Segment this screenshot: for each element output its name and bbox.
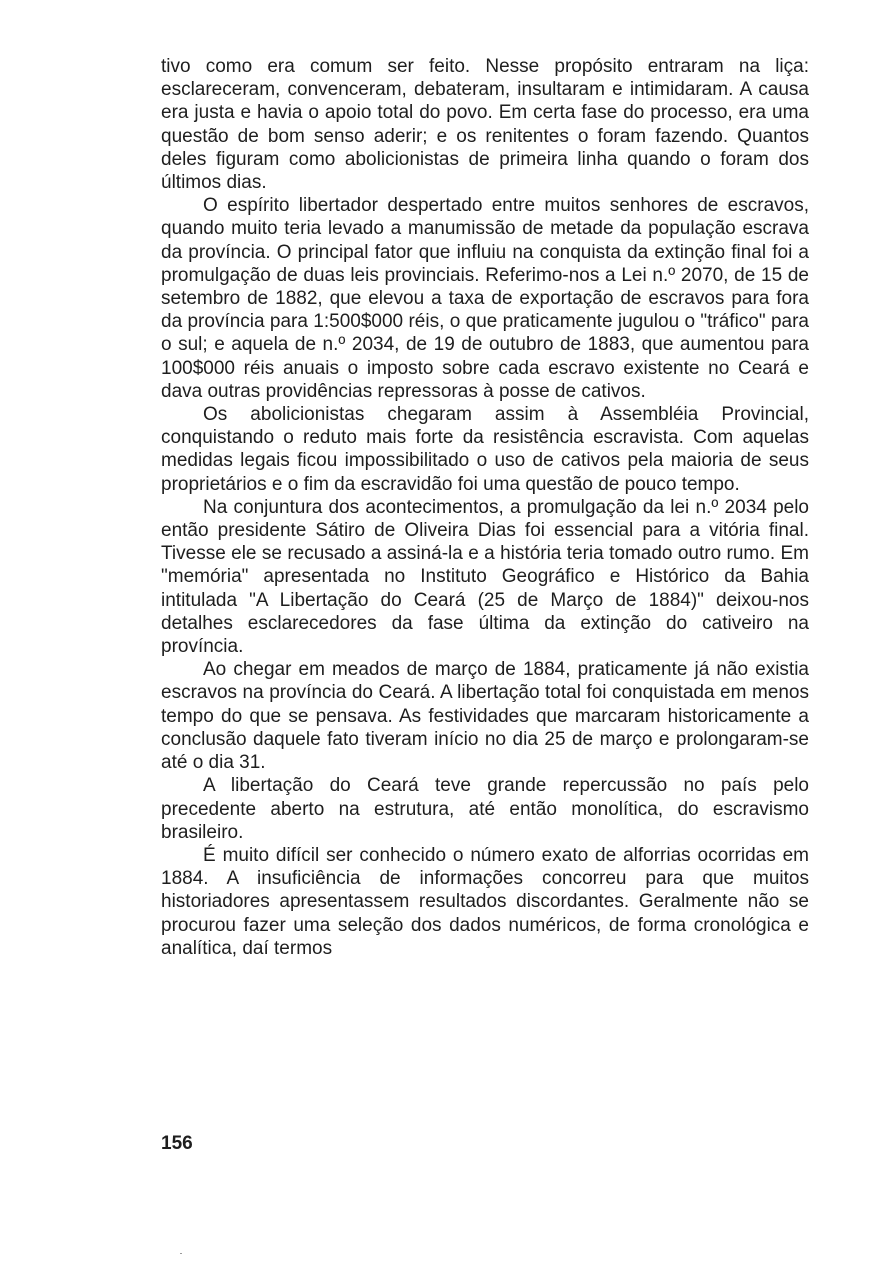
paragraph-5: Ao chegar em meados de março de 1884, praticamente já não existia escravos na província do Ceará. A libertação total foi conquistada em menos tempo do que se pensava. As festividades que marcaram historicamente a conclusão daquele fato tiveram início no dia 25 de março e prolongaram-se até o dia 31. xyxy=(161,659,809,774)
body-text xyxy=(161,55,809,960)
paragraph-6: A libertação do Ceará teve grande repercussão no país pelo precedente aberto na estrutura, até então monolítica, do escravismo brasileiro. xyxy=(161,775,809,843)
paragraph-4: Na conjuntura dos acontecimentos, a promulgação da lei n.º 2034 pelo então presidente Sátiro de Oliveira Dias foi essencial para a vitória final. Tivesse ele se recusado a assiná-la e a história teria tomado outro rumo. Em "memória" apresentada no Instituto Geográfico e Histórico da Bahia intitulada "A Libertação do Ceará (25 de Março de 1884)" deixou-nos detalhes esclarecedores da fase última da extinção do cativeiro na província. xyxy=(161,496,809,658)
paragraph-2: O espírito libertador despertado entre muitos senhores de escravos, quando muito teria levado a manumissão de metade da população escrava da província. O principal fator que influiu na conquista da extinção final foi a promulgação de duas leis provinciais. Referimo-nos a Lei n.º 2070, de 15 de setembro de 1882, que elevou a taxa de exportação de escravos para fora da província para 1:500$000 réis, o que praticamente jugulou o "tráfico" para o sul; e aquela de n.º 2034, de 19 de outubro de 1883, que aumentou para 100$000 réis anuais o imposto sobre cada escravo existente no Ceará e dava outras providências repressoras à posse de cativos. xyxy=(161,195,809,402)
paragraph-7: É muito difícil ser conhecido o número exato de alforrias ocorridas em 1884. A insuficiência de informações concorreu para que muitos historiadores apresentassem resultados discordantes. Geralmente não se procurou fazer uma seleção dos dados numéricos, de forma cronológica e analítica, daí termos xyxy=(161,844,809,959)
scan-speck xyxy=(180,1253,182,1254)
paragraph-3: Os abolicionistas chegaram assim à Assembléia Provincial, conquistando o reduto mais forte da resistência escravista. Com aquelas medidas legais ficou impossibilitado o uso de cativos pela maioria de seus proprietários e o fim da escravidão foi uma questão de pouco tempo. xyxy=(161,404,809,495)
paragraph-1: tivo como era comum ser feito. Nesse propósito entraram na liça: esclareceram, convenceram, debateram, insultaram e intimidaram. A causa era justa e havia o apoio total do povo. Em certa fase do processo, era uma questão de bom senso aderir; e os renitentes o foram fazendo. Quantos deles figuram como abolicionistas de primeira linha quando o foram dos últimos dias. xyxy=(161,56,809,194)
page-number: 156 xyxy=(161,1133,193,1154)
